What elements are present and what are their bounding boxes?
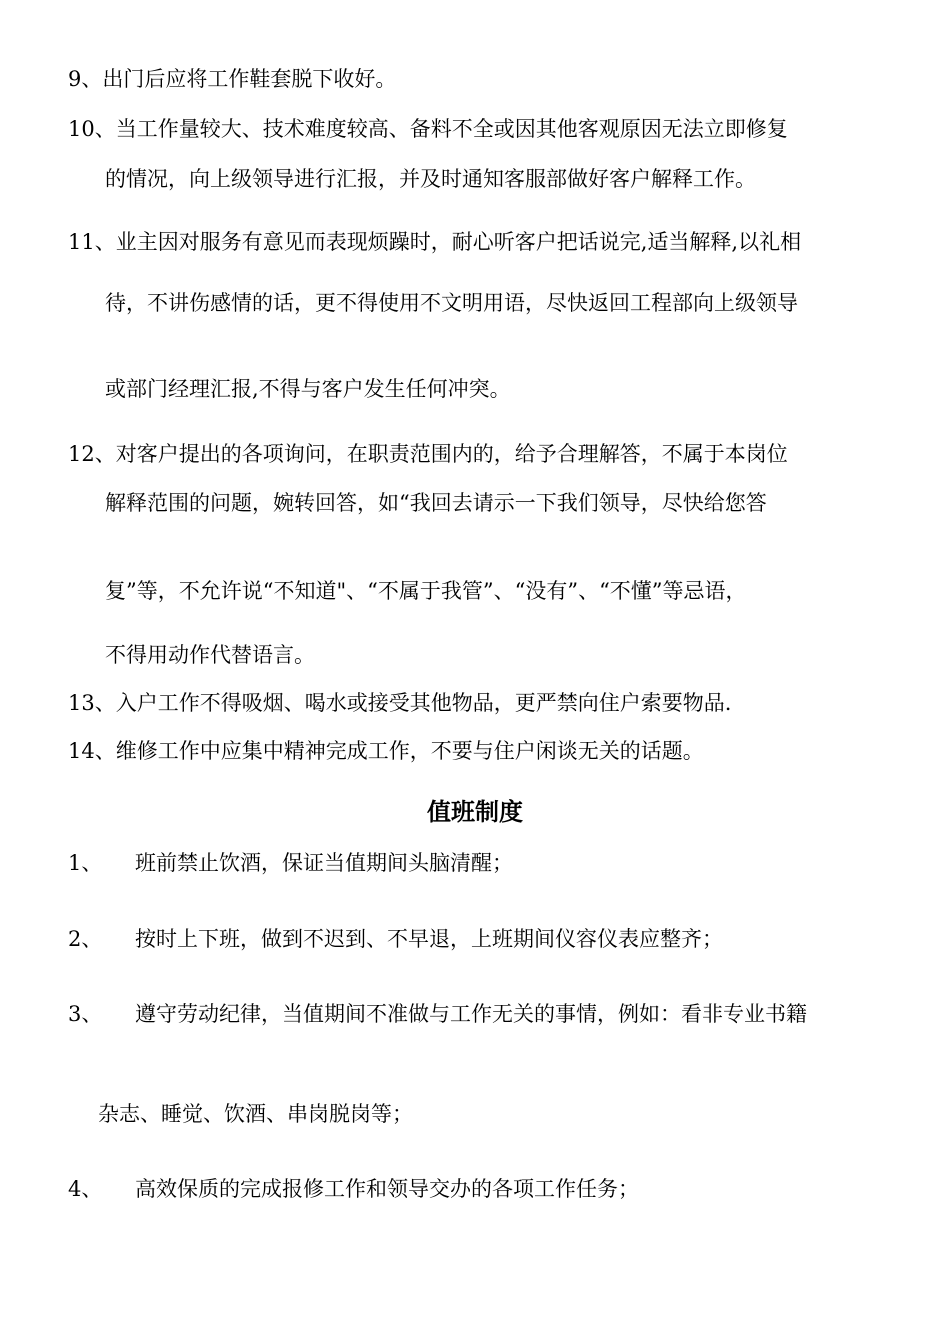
rule-14-number: 14、 [68,739,116,763]
rule-11-line-3: 或部门经理汇报,不得与客户发生任何冲突。 [105,377,511,401]
duty-item-2 [68,926,723,952]
rule-13-number: 13、 [68,691,116,715]
duty-item-4 [68,1176,639,1202]
rule-13-text: 入户工作不得吸烟、喝水或接受其他物品，更严禁向住户索要物品. [115,691,732,715]
rule-12-line-4: 不得用动作代替语言。 [105,643,315,667]
rule-9-text: 出门后应将工作鞋套脱下收好。 [102,67,397,91]
rule-9-line-1 [68,66,396,92]
rule-12-line-2: 解释范围的问题，婉转回答，如“我回去请示一下我们领导，尽快给您答 [105,491,767,515]
rule-10-text-1: 当工作量较大、技术难度较高、备料不全或因其他客观原因无法立即修复 [115,117,788,141]
duty-item-2-number: 2、 [68,927,103,951]
duty-item-3 [68,1001,807,1027]
rule-9-number: 9、 [68,67,103,91]
rule-12-number: 12、 [68,442,116,466]
rule-11-number: 11、 [68,230,116,254]
duty-item-4-number: 4、 [68,1177,103,1201]
duty-item-4-text: 高效保质的完成报修工作和领导交办的各项工作任务； [135,1177,639,1201]
rule-11-text-1: 业主因对服务有意见而表现烦躁时，耐心听客户把话说完,适当解释,以礼相 [115,230,802,254]
rule-10-line-2: 的情况，向上级领导进行汇报，并及时通知客服部做好客户解释工作。 [105,167,756,191]
rule-10-line-1 [68,116,788,142]
rule-14-line-1 [68,738,704,764]
duty-item-2-text: 按时上下班，做到不迟到、不早退，上班期间仪容仪表应整齐； [135,927,723,951]
rule-11-line-2: 待，不讲伤感情的话，更不得使用不文明用语，尽快返回工程部向上级领导 [105,291,798,315]
rule-11-line-1 [68,229,801,255]
duty-item-3-text-1: 遵守劳动纪律，当值期间不准做与工作无关的事情，例如：看非专业书籍 [135,1002,807,1026]
rule-14-text: 维修工作中应集中精神完成工作，不要与住户闲谈无关的话题。 [115,739,704,763]
duty-item-1-text: 班前禁止饮酒，保证当值期间头脑清醒； [135,851,513,875]
duty-item-3-line-2: 杂志、睡觉、饮酒、串岗脱岗等； [98,1102,413,1126]
rule-10-number: 10、 [68,117,116,141]
duty-item-1 [68,850,513,876]
rule-13-line-1 [68,690,731,716]
duty-item-1-number: 1、 [68,851,103,875]
rule-12-line-3: 复”等，不允许说“不知道"、“不属于我管”、“没有”、“不懂”等忌语， [105,579,747,603]
rule-12-text-1: 对客户提出的各项询问，在职责范围内的，给予合理解答，不属于本岗位 [115,442,788,466]
duty-item-3-number: 3、 [68,1002,103,1026]
duty-section-title: 值班制度 [427,798,523,826]
rule-12-line-1 [68,441,788,467]
